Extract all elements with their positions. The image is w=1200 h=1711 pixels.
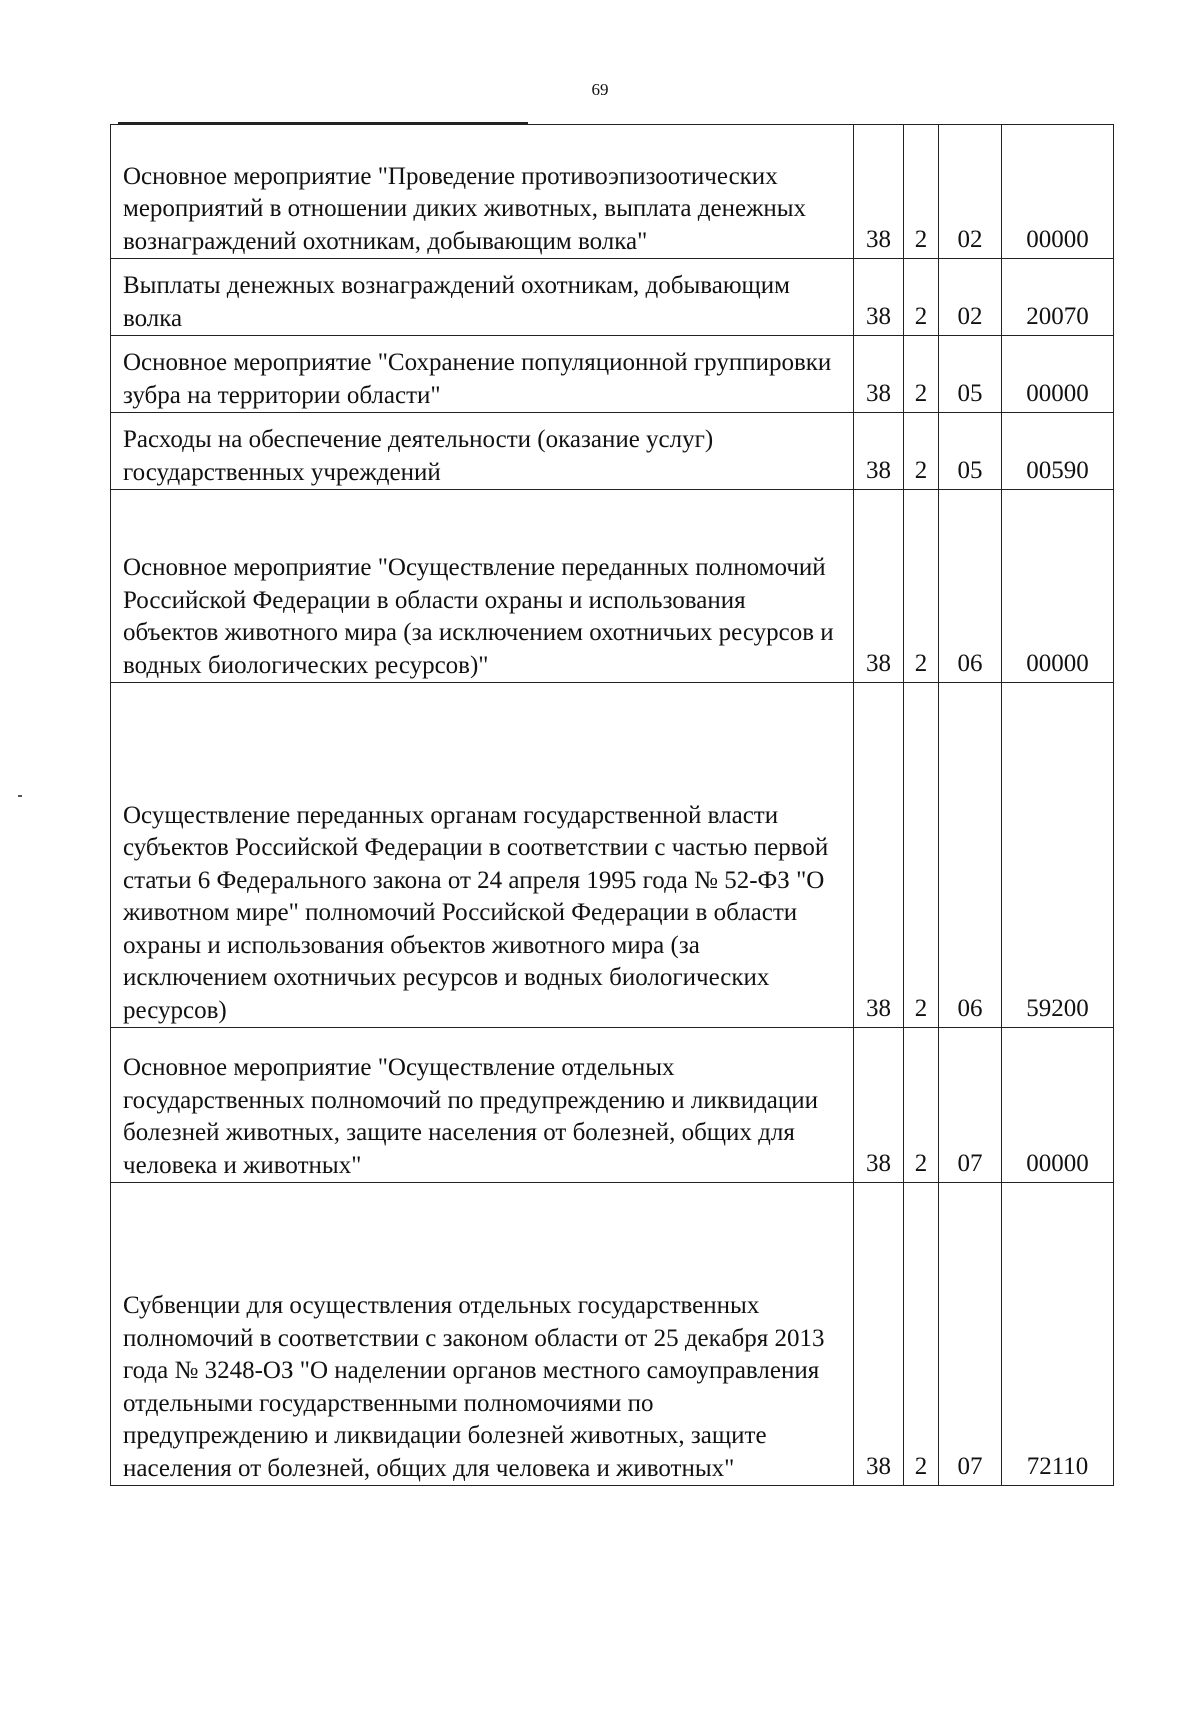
row-code-1: 38 [854, 490, 904, 683]
row-code-2: 2 [904, 413, 939, 490]
row-code-1: 38 [854, 259, 904, 336]
row-code-3: 07 [939, 1183, 1002, 1486]
page-number: 69 [591, 80, 609, 99]
row-code-3: 05 [939, 336, 1002, 413]
table-row [111, 490, 1114, 683]
row-code-3: 06 [939, 683, 1002, 1028]
row-code-2: 2 [904, 259, 939, 336]
row-code-3: 02 [939, 125, 1002, 259]
row-code-1: 38 [854, 683, 904, 1028]
row-code-1: 38 [854, 125, 904, 259]
table-row [111, 125, 1114, 259]
row-code-1: 38 [854, 336, 904, 413]
row-description: Основное мероприятие "Осуществление переданных полномочий Российской Федерации в области охраны и использования объектов животного мира (за исключением охотничьих ресурсов и водных биологических ресурсов)" [111, 490, 854, 683]
scan-mark [18, 795, 22, 797]
row-description: Основное мероприятие "Сохранение популяционной группировки зубра на территории области" [111, 336, 854, 413]
row-code-4: 00000 [1002, 490, 1114, 683]
row-code-3: 02 [939, 259, 1002, 336]
row-code-2: 2 [904, 490, 939, 683]
row-code-2: 2 [904, 683, 939, 1028]
row-code-3: 06 [939, 490, 1002, 683]
table-row [111, 1028, 1114, 1183]
row-description: Основное мероприятие "Проведение противоэпизоотических мероприятий в отношении диких животных, выплата денежных вознаграждений охотникам, добывающим волка" [111, 125, 854, 259]
row-code-2: 2 [904, 336, 939, 413]
row-code-3: 07 [939, 1028, 1002, 1183]
table-row [111, 259, 1114, 336]
row-description: Осуществление переданных органам государственной власти субъектов Российской Федерации в соответствии с частью первой статьи 6 Федерального закона от 24 апреля 1995 года № 52-ФЗ "О животном мире" полномочий Российской Федерации в области охраны и использования объектов животного мира (за исключением охотничьих ресурсов и водных биологических ресурсов) [111, 683, 854, 1028]
row-code-4: 20070 [1002, 259, 1114, 336]
row-code-1: 38 [854, 1183, 904, 1486]
row-code-2: 2 [904, 1028, 939, 1183]
table-row [111, 683, 1114, 1028]
table-row [111, 413, 1114, 490]
row-code-2: 2 [904, 125, 939, 259]
row-code-2: 2 [904, 1183, 939, 1486]
table-row [111, 1183, 1114, 1486]
row-code-3: 05 [939, 413, 1002, 490]
budget-table [110, 124, 1114, 1486]
row-code-4: 00000 [1002, 125, 1114, 259]
row-code-4: 00590 [1002, 413, 1114, 490]
row-description: Выплаты денежных вознаграждений охотникам, добывающим волка [111, 259, 854, 336]
row-code-4: 59200 [1002, 683, 1114, 1028]
row-code-4: 72110 [1002, 1183, 1114, 1486]
table-row [111, 336, 1114, 413]
row-code-1: 38 [854, 1028, 904, 1183]
row-description: Расходы на обеспечение деятельности (оказание услуг) государственных учреждений [111, 413, 854, 490]
row-description: Субвенции для осуществления отдельных государственных полномочий в соответствии с законом области от 25 декабря 2013 года № 3248-ОЗ "О наделении органов местного самоуправления отдельными государственными полномочиями по предупреждению и ликвидации болезней животных, защите населения от болезней, общих для человека и животных" [111, 1183, 854, 1486]
row-code-4: 00000 [1002, 1028, 1114, 1183]
row-description: Основное мероприятие "Осуществление отдельных государственных полномочий по предупреждению и ликвидации болезней животных, защите населения от болезней, общих для человека и животных" [111, 1028, 854, 1183]
row-code-1: 38 [854, 413, 904, 490]
row-code-4: 00000 [1002, 336, 1114, 413]
